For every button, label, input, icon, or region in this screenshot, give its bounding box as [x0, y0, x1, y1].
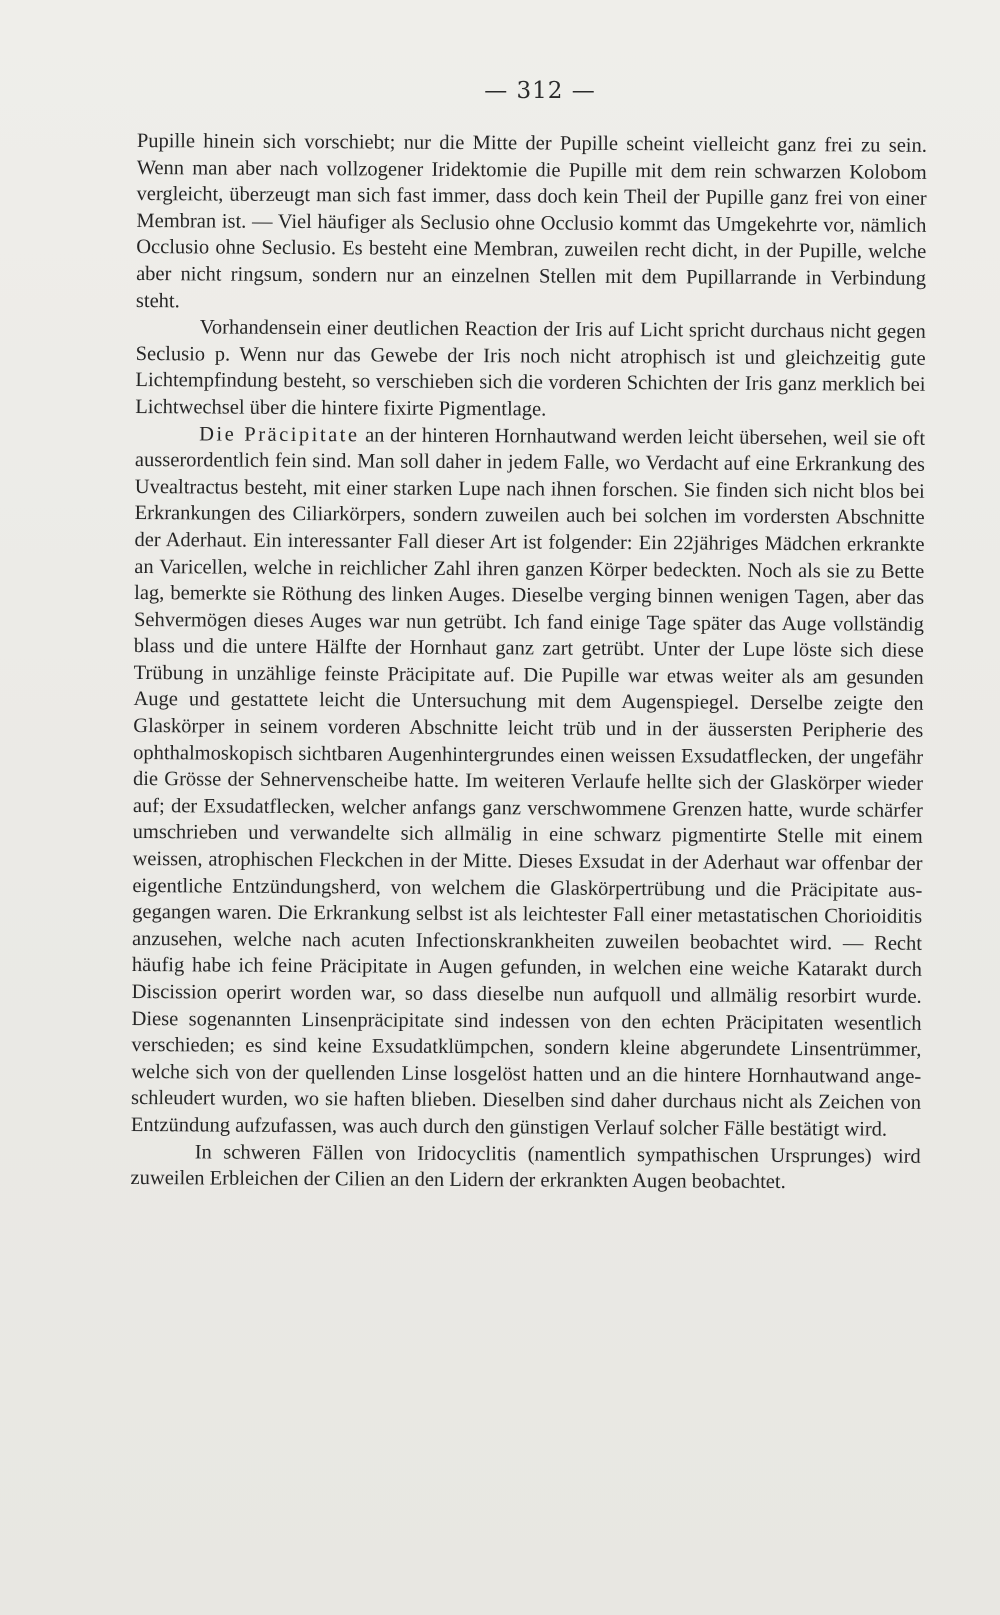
- body-text: [131, 128, 927, 1197]
- paragraph-3: [131, 421, 925, 1144]
- paragraph-1: Pupille hinein sich vorschiebt; nur die Mitte der Pupille scheint vielleicht ganz frei zu sein. Wenn man aber nach vollzogener Iridektomie die Pupille mit dem rein schwarzen Kolobom vergleicht, überzeugt man sich fast immer, dass doch kein Theil der Pupille ganz frei von einer Membran ist. — Viel häufiger als Seclusio ohne Occlusio kommt das Umgekehrte vor, nämlich Occlusio ohne Seclusio. Es besteht eine Membran, zuweilen recht dicht, in der Pupille, welche aber nicht ringsum, sondern nur an einzelnen Stellen mit dem Pupillarrande in Verbindung steht.: [135, 129, 927, 312]
- paragraph-3-text: an der hinteren Hornhautwand werden leicht übersehen, weil sie oft ausserordentlich fein sind. Man soll daher in jedem Falle, wo Verdacht auf eine Erkrankung des Uvealtractus besteht, mit einer starken Lupe nach ihnen forschen. Sie finden sich nicht blos bei Erkrankungen des Ciliarkörpers, sondern zuweilen auch bei solchen im vordersten Abschnitte der Aderhaut. Ein interessanter Fall dieser Art ist folgender: Ein 22jähriges Mädchen erkrankte an Varicellen, welche in reichlicher Zahl ihren ganzen Körper bedeckten. Noch als sie zu Bette lag, bemerkte sie Röthung des linken Auges. Dieselbe verging binnen wenigen Tagen, aber das Sehvermögen dieses Auges war nun getrübt. Ich fand einige Tage später das Auge vollständig blass und die untere Hälfte der Hornhaut ganz zart getrübt. Unter der Lupe löste sich diese Trübung in unzählige feinste Präcipitate auf. Die Pupille war etwas weiter als am gesunden Auge und gestattete leicht die Untersuchung mit dem Augenspiegel. Derselbe zeigte den Glaskörper in seinem vorderen Abschnitte leicht trüb und in der äussersten Peripherie des ophthalmoskopisch sichtbaren Augenhintergrundes einen weissen Exsudatflecken, der ungefähr die Grösse der Sehnervenscheibe hatte. Im weiteren Verlaufe hellte sich der Glaskörper wieder auf; der Exsudatflecken, welcher anfangs ganz verschwommene Grenzen hatte, wurde schärfer umschrieben und verwandelte sich allmälig in eine schwarz pigmentirte Stelle mit einem weissen, atrophischen Fleckchen in der Mitte. Dieses Exsudat in der Aderhaut war offenbar der eigentliche Entzündungsherd, von welchem die Glaskörpertrübung und die Präcipitate ausgegangen waren. Die Erkrankung selbst ist als leichtester Fall einer metastatischen Chorioiditis anzusehen, welche nach acuten Infectionskrankheiten zuweilen beobachtet wird. — Recht häufig habe ich feine Präcipitate in Augen gefunden, in welchen eine weiche Katarakt durch Discission operirt worden war, so dass dieselbe nun aufquoll und allmälig resorbirt wurde. Diese sogenannten Linsenpräcipitate sind indessen von den echten Präcipitaten wesentlich verschieden; es sind keine Exsudatklümpchen, sondern kleine abgerundete Linsentrümmer, welche sich von der quellenden Linse losgelöst hatten und an die hintere Hornhautwand angeschleudert wurden, wo sie haften blieben. Dieselben sind daher durchaus nicht als Zeichen von Entzündung aufzufassen, was auch durch den günstigen Verlauf solcher Fälle bestätigt wird.: [130, 423, 926, 1141]
- page-number: — 312 —: [484, 78, 596, 104]
- paragraph-2: Vorhandensein einer deutlichen Reaction der Iris auf Licht spricht durchaus nicht gegen Seclusio p. Wenn nur das Gewebe der Iris noch nicht atrophisch ist und gleichzeitig gute Lichtempfindung besteht, so verschieben sich die vorderen Schichten der Iris ganz merklich bei Lichtwechsel über die hintere fixirte Pigmentlage.: [135, 316, 926, 421]
- spaced-term: Die Präcipitate: [199, 422, 360, 446]
- paragraph-4: In schweren Fällen von Iridocyclitis (namentlich sympathischen Ursprunges) wird zuweilen Erbleichen der Cilien an den Lidern der erkrankten Augen beobachtet.: [130, 1140, 921, 1194]
